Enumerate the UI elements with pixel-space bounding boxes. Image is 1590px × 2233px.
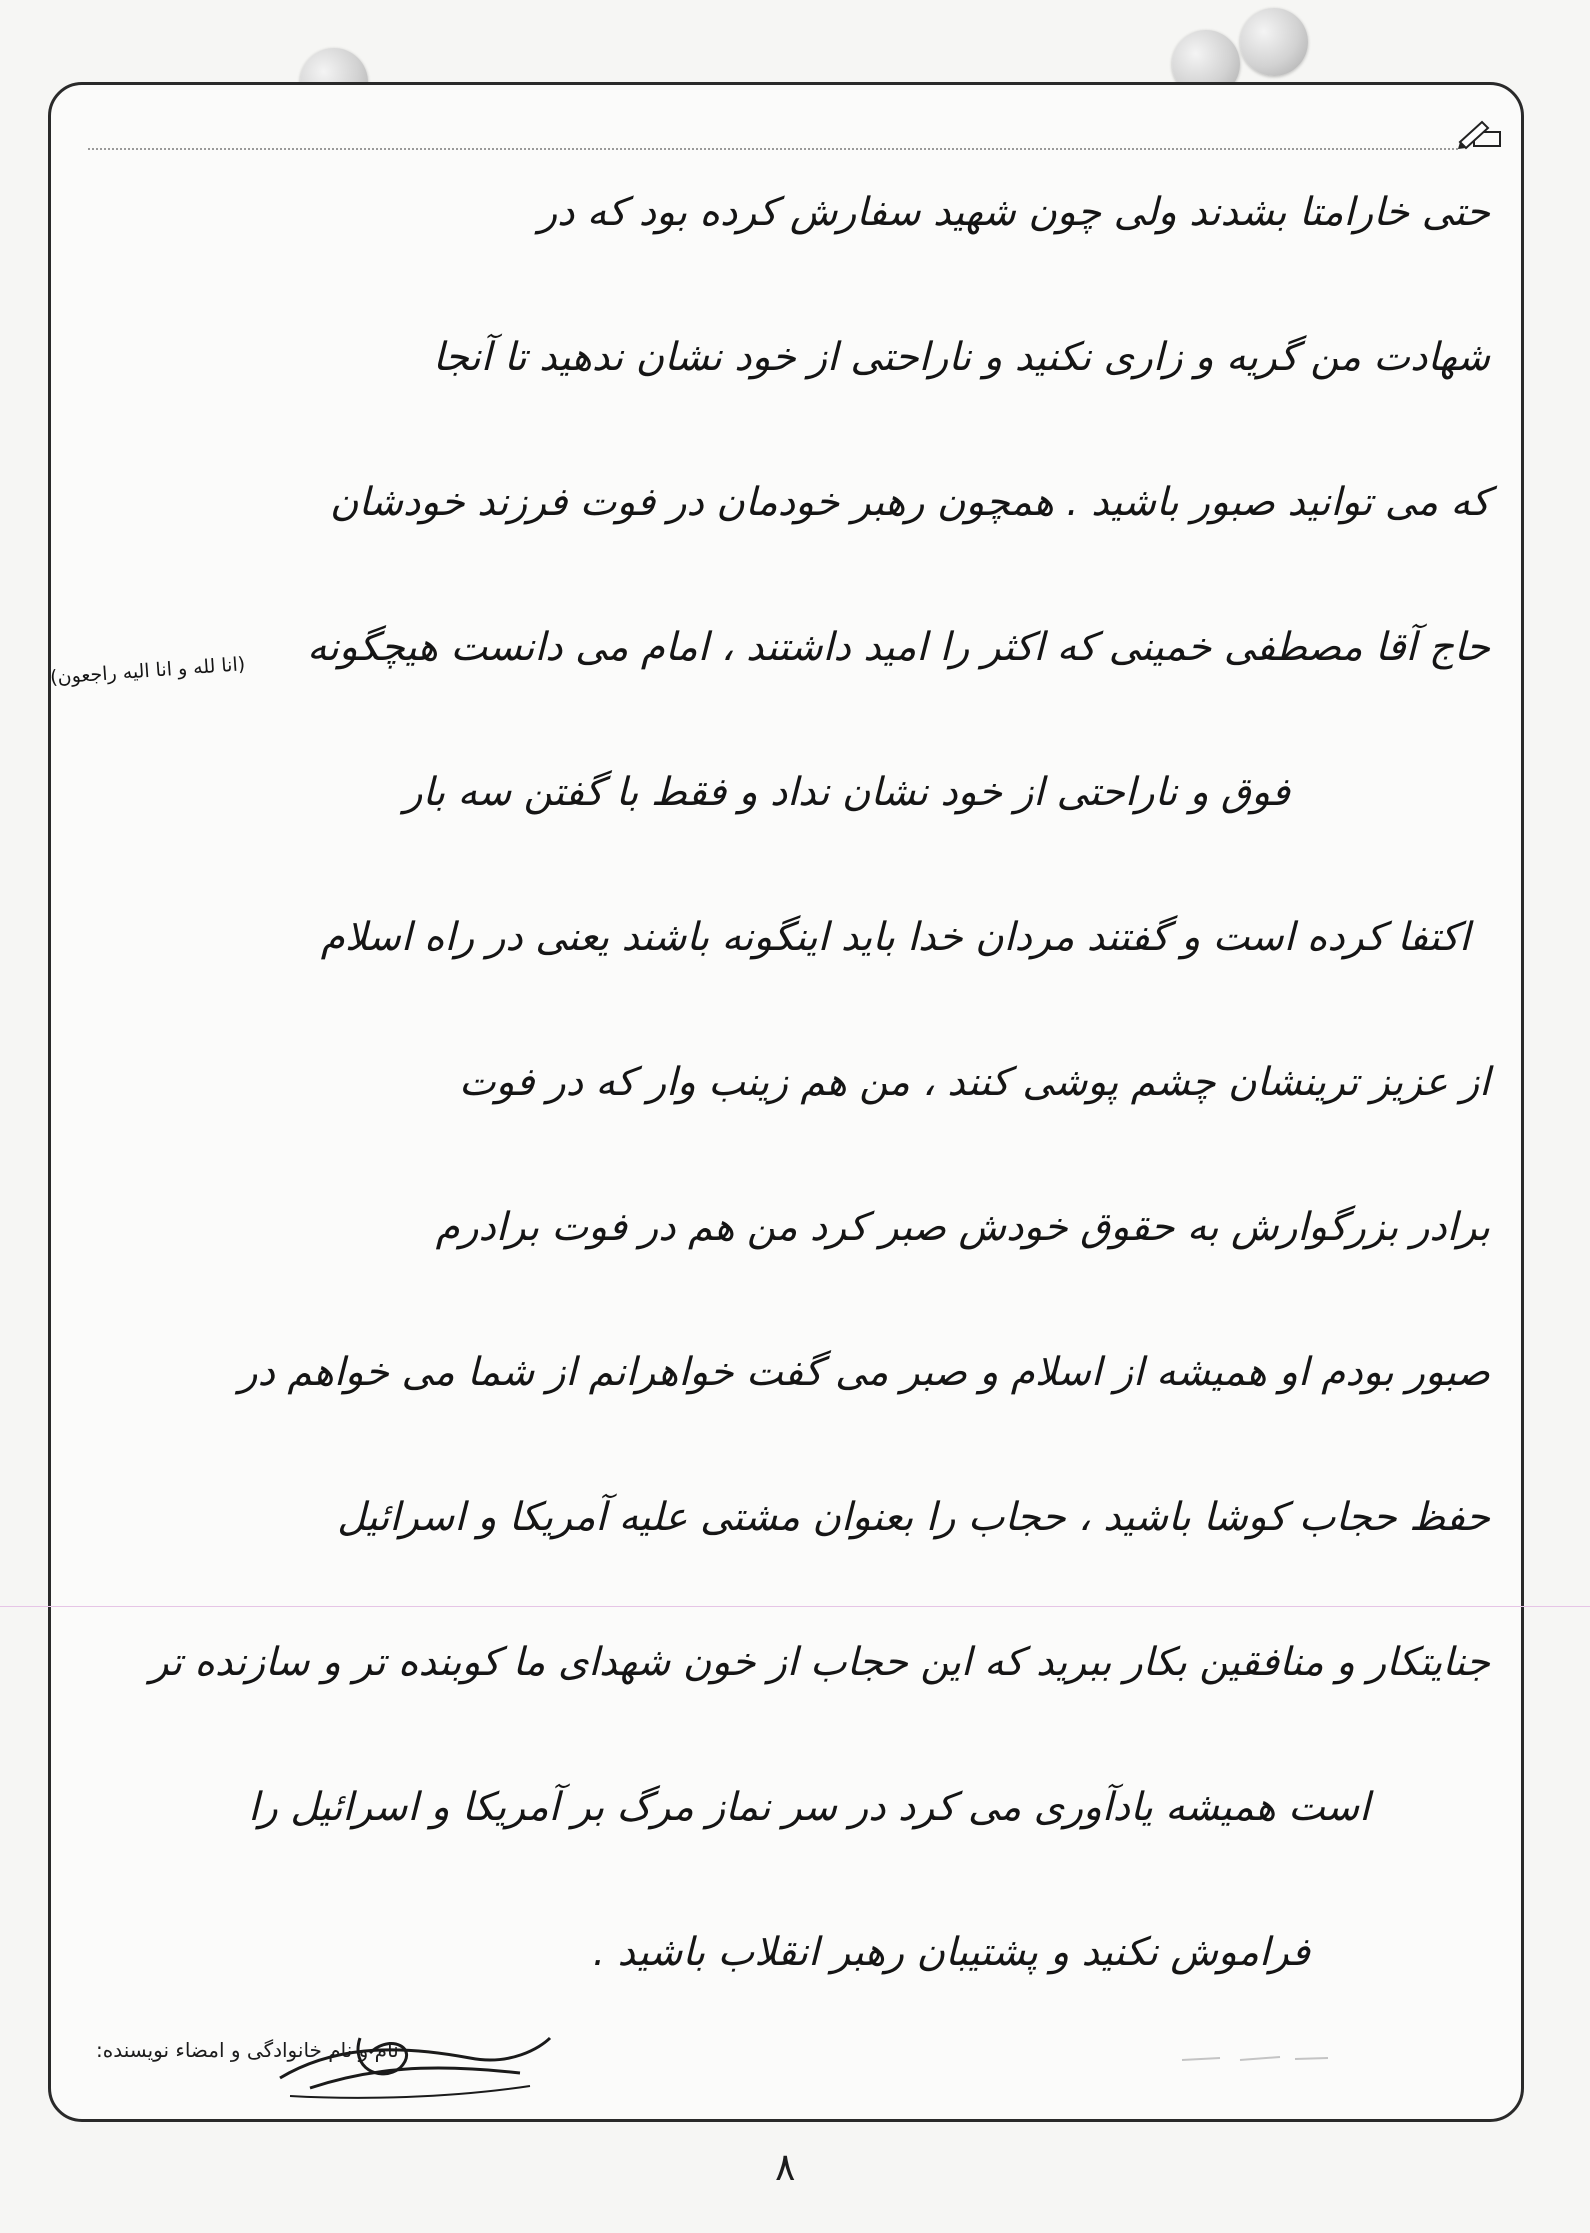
letter-line: حتی خارامتا بشدند ولی چون شهید سفارش کرده بود که در bbox=[538, 190, 1490, 235]
letter-line: برادر بزرگوارش به حقوق خودش صبر کرد من هم در فوت برادرم bbox=[435, 1205, 1490, 1250]
signature-label: نام و نام خانوادگی و امضاء نویسنده: bbox=[96, 2038, 399, 2062]
letter-line: است همیشه یادآوری می کرد در سر نماز مرگ بر آمریکا و اسرائیل را bbox=[248, 1785, 1370, 1830]
letter-line: که می توانید صبور باشید . همچون رهبر خودمان در فوت فرزند خودشان bbox=[329, 480, 1490, 525]
punch-hole-far-right bbox=[1240, 8, 1308, 76]
handwritten-letter bbox=[70, 140, 1490, 2025]
letter-line: صبور بودم او همیشه از اسلام و صبر می گفت خواهرانم از شما می خواهم در bbox=[238, 1350, 1490, 1395]
margin-note: (انا لله و انا الیه راجعون) bbox=[49, 653, 246, 689]
scan-artifact-line bbox=[0, 1606, 1590, 1607]
letter-line: اکتفا کرده است و گفتند مردان خدا باید اینگونه باشند یعنی در راه اسلام bbox=[320, 915, 1470, 960]
letter-line: فراموش نکنید و پشتیبان رهبر انقلاب باشید . bbox=[592, 1930, 1310, 1975]
letter-line: از عزیز ترینشان چشم پوشی کنند ، من هم زینب وار که در فوت bbox=[458, 1060, 1490, 1105]
letter-line: جنایتکار و منافقین بکار ببرید که این حجاب از خون شهدای ما کوبنده تر و سازنده تر bbox=[149, 1640, 1490, 1685]
faint-pencil-mark bbox=[1180, 2050, 1330, 2066]
page-number: ۸ bbox=[775, 2145, 796, 2189]
letter-line: حفظ حجاب کوشا باشید ، حجاب را بعنوان مشتی علیه آمریکا و اسرائیل bbox=[337, 1495, 1490, 1540]
letter-line: فوق و ناراحتی از خود نشان نداد و فقط با گفتن سه بار bbox=[403, 770, 1290, 815]
letter-line: شهادت من گریه و زاری نکنید و ناراحتی از خود نشان ندهید تا آنجا bbox=[432, 335, 1490, 380]
letter-line: حاج آقا مصطفی خمینی که اکثر را امید داشتند ، امام می دانست هیچگونه bbox=[307, 625, 1490, 670]
